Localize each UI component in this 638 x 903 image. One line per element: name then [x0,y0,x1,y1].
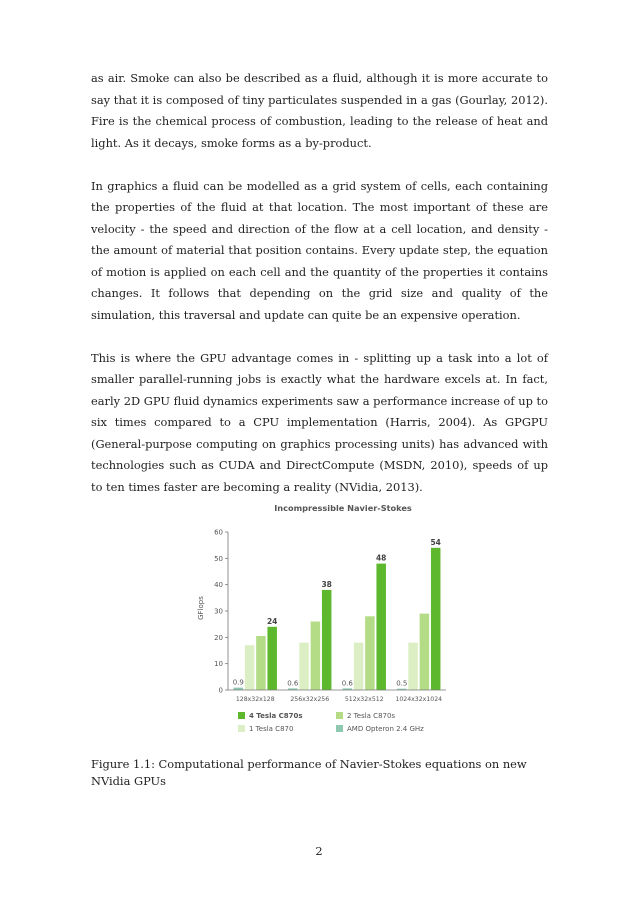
data-label: 48 [375,553,387,563]
bar [299,643,309,690]
data-label: 54 [430,537,441,547]
x-tick-label: 128x32x128 [235,696,275,703]
y-tick-label: 30 [214,607,223,616]
legend-swatch [238,712,245,719]
data-label: 0.6 [287,679,299,688]
bar [376,564,386,690]
legend-entry: 2 Tesla C870s [347,712,396,720]
chart-title: Incompressible Navier-Stokes [274,503,412,513]
paragraph-3: This is where the GPU advantage comes in - splitting up a task into a lot of smaller parallel-running jobs is exactly what the hardware excels at. In fact, early 2D GPU fluid dynamics experiments saw a performance increase of up to six times compared to a CPU implementation (Harris, 2004). As GPGPU (General-purpose computing on graphics processing units) has advanced with technologies such as CUDA and DirectCompute (MSDN, 2010), speeds of up to ten times faster are becoming a reality (NVidia, 2013). [91,350,548,494]
bar [256,636,266,690]
y-axis-label: GFlops [197,596,205,620]
legend-entry: 4 Tesla C870s [249,712,303,720]
bar [245,645,255,690]
y-tick-label: 10 [214,660,223,669]
bar [267,627,277,690]
body-text [91,68,548,520]
y-tick-label: 0 [218,686,223,695]
data-label: 38 [321,579,332,589]
figure-chart [190,496,460,746]
bar [311,622,321,690]
legend-swatch [336,712,343,719]
paragraph-2: In graphics a fluid can be modelled as a grid system of cells, each containing the properties of the fluid at that location. The most important of these are velocity - the speed and direction of the flow at a cell location, and density - the amount of material that position contains. Every update step, the equation of motion is applied on each cell and the quantity of the properties it contains changes. It follows that depending on the grid size and quality of the simulation, this traversal and update can quite be an expensive operation. [91,178,548,322]
figure-caption: Figure 1.1: Computational performance of Navier-Stokes equations on new NVidia GPUs [91,757,527,788]
x-tick-label: 512x32x512 [344,696,384,703]
y-tick-label: 60 [214,528,223,537]
data-label: 0.6 [341,679,353,688]
bar [354,643,364,690]
x-tick-label: 1024x32x1024 [395,696,443,703]
y-tick-label: 40 [214,581,223,590]
bar [431,548,441,690]
paragraph-1: as air. Smoke can also be described as a fluid, although it is more accurate to say that it is composed of tiny particulates suspended in a gas (Gourlay, 2012). Fire is the chemical process of combustion, leading to the release of heat and light. As it decays, smoke forms as a by-product. [91,71,548,150]
bar-chart [190,496,460,746]
bar [408,643,418,690]
bar [365,616,375,690]
legend-entry: 1 Tesla C870 [249,725,294,733]
data-label: 24 [266,616,278,626]
bar [420,614,430,690]
bar [322,590,332,690]
x-tick-label: 256x32x256 [290,696,330,703]
page-number: 2 [315,844,323,858]
data-label: 0.9 [232,678,244,687]
y-tick-label: 20 [214,633,223,642]
legend-swatch [336,725,343,732]
legend-swatch [238,725,245,732]
legend-entry: AMD Opteron 2.4 GHz [347,725,424,733]
y-tick-label: 50 [214,554,223,563]
data-label: 0.5 [396,679,408,688]
